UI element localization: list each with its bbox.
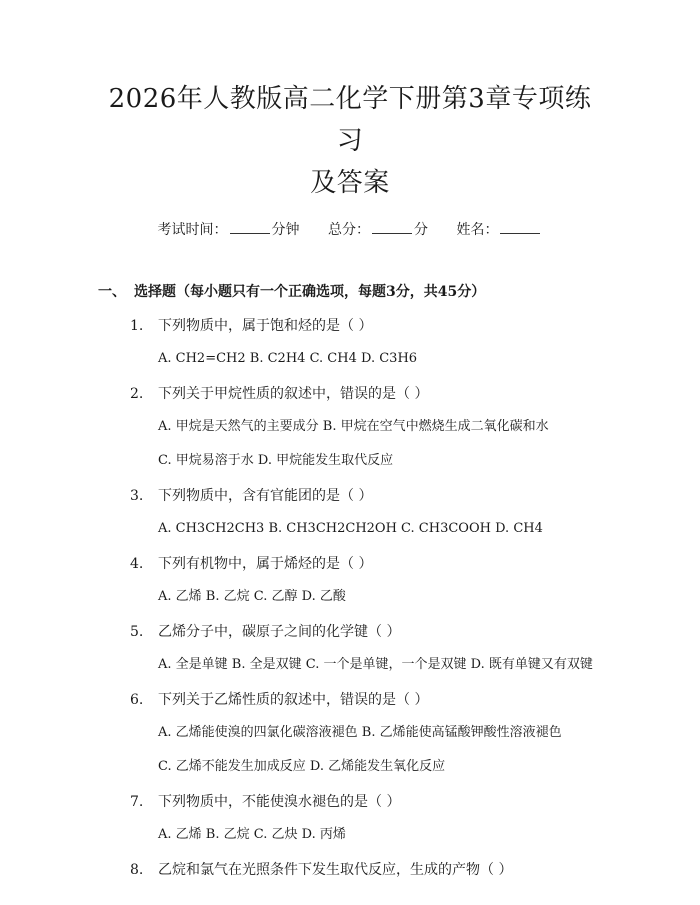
name-blank — [500, 221, 540, 234]
section-title: 选择题（每小题只有一个正确选项，每题3分，共45分） — [134, 284, 486, 300]
question-text: 下列物质中，不能使溴水褪色的是（ ） — [158, 794, 401, 810]
question-number: 1. — [130, 318, 144, 334]
question-1 — [104, 316, 596, 336]
name-field — [456, 222, 542, 238]
question-5-options-line: A. 全是单键 B. 全是双键 C. 一个是单键，一个是双键 D. 既有单键又有双键 — [158, 657, 593, 672]
question-4-options-line: A. 乙烯 B. 乙烷 C. 乙醇 D. 乙酸 — [158, 589, 346, 604]
question-number: 4. — [130, 556, 144, 572]
question-2 — [104, 384, 596, 404]
question-5 — [104, 622, 596, 642]
name-label: 姓名： — [456, 222, 499, 238]
score-label: 总分： — [328, 222, 370, 238]
question-number: 7. — [130, 794, 144, 810]
question-7 — [104, 792, 596, 812]
section-heading — [98, 282, 596, 302]
question-text: 下列物质中，含有官能团的是（ ） — [158, 488, 373, 504]
question-8 — [104, 860, 596, 880]
question-text: 下列关于乙烯性质的叙述中，错误的是（ ） — [158, 692, 429, 708]
question-number: 5. — [130, 624, 144, 640]
section-number: 一、 — [98, 284, 126, 300]
question-6 — [104, 690, 596, 710]
question-2-options-line: A. 甲烷是天然气的主要成分 B. 甲烷在空气中燃烧生成二氧化碳和水 — [158, 419, 549, 434]
score-field — [328, 222, 432, 238]
score-blank — [372, 221, 412, 234]
title-line-1: 2026年人教版高二化学下册第3章专项练习 — [108, 84, 592, 156]
question-text: 下列物质中，属于饱和烃的是（ ） — [158, 318, 373, 334]
question-2-options-line: C. 甲烷易溶于水 D. 甲烷能发生取代反应 — [158, 453, 394, 468]
question-list — [104, 316, 596, 880]
question-text: 下列有机物中，属于烯烃的是（ ） — [158, 556, 373, 572]
question-4 — [104, 554, 596, 574]
exam-meta — [104, 220, 596, 240]
time-unit: 分钟 — [271, 222, 300, 238]
question-text: 乙烯分子中，碳原子之间的化学键（ ） — [158, 624, 401, 640]
document-title — [104, 78, 596, 204]
question-7-options-line: A. 乙烯 B. 乙烷 C. 乙炔 D. 丙烯 — [158, 827, 346, 842]
question-number: 3. — [130, 488, 144, 504]
question-3 — [104, 486, 596, 506]
question-6-options-line: A. 乙烯能使溴的四氯化碳溶液褪色 B. 乙烯能使高锰酸钾酸性溶液褪色 — [158, 725, 562, 740]
question-1-options-line: A. CH2=CH2 B. C2H4 C. CH4 D. C3H6 — [158, 351, 418, 366]
time-blank — [230, 221, 270, 234]
time-label: 考试时间： — [157, 222, 228, 238]
question-number: 8. — [130, 862, 144, 878]
score-unit: 分 — [414, 222, 428, 238]
question-6-options-line: C. 乙烯不能发生加成反应 D. 乙烯能发生氧化反应 — [158, 759, 446, 774]
question-text: 乙烷和氯气在光照条件下发生取代反应，生成的产物（ ） — [158, 862, 513, 878]
title-line-2: 及答案 — [310, 168, 390, 198]
question-number: 2. — [130, 386, 144, 402]
time-field — [158, 222, 304, 238]
question-number: 6. — [130, 692, 144, 708]
question-3-options-line: A. CH3CH2CH3 B. CH3CH2CH2OH C. CH3COOH D. CH4 — [158, 521, 543, 536]
question-text: 下列关于甲烷性质的叙述中，错误的是（ ） — [158, 386, 429, 402]
